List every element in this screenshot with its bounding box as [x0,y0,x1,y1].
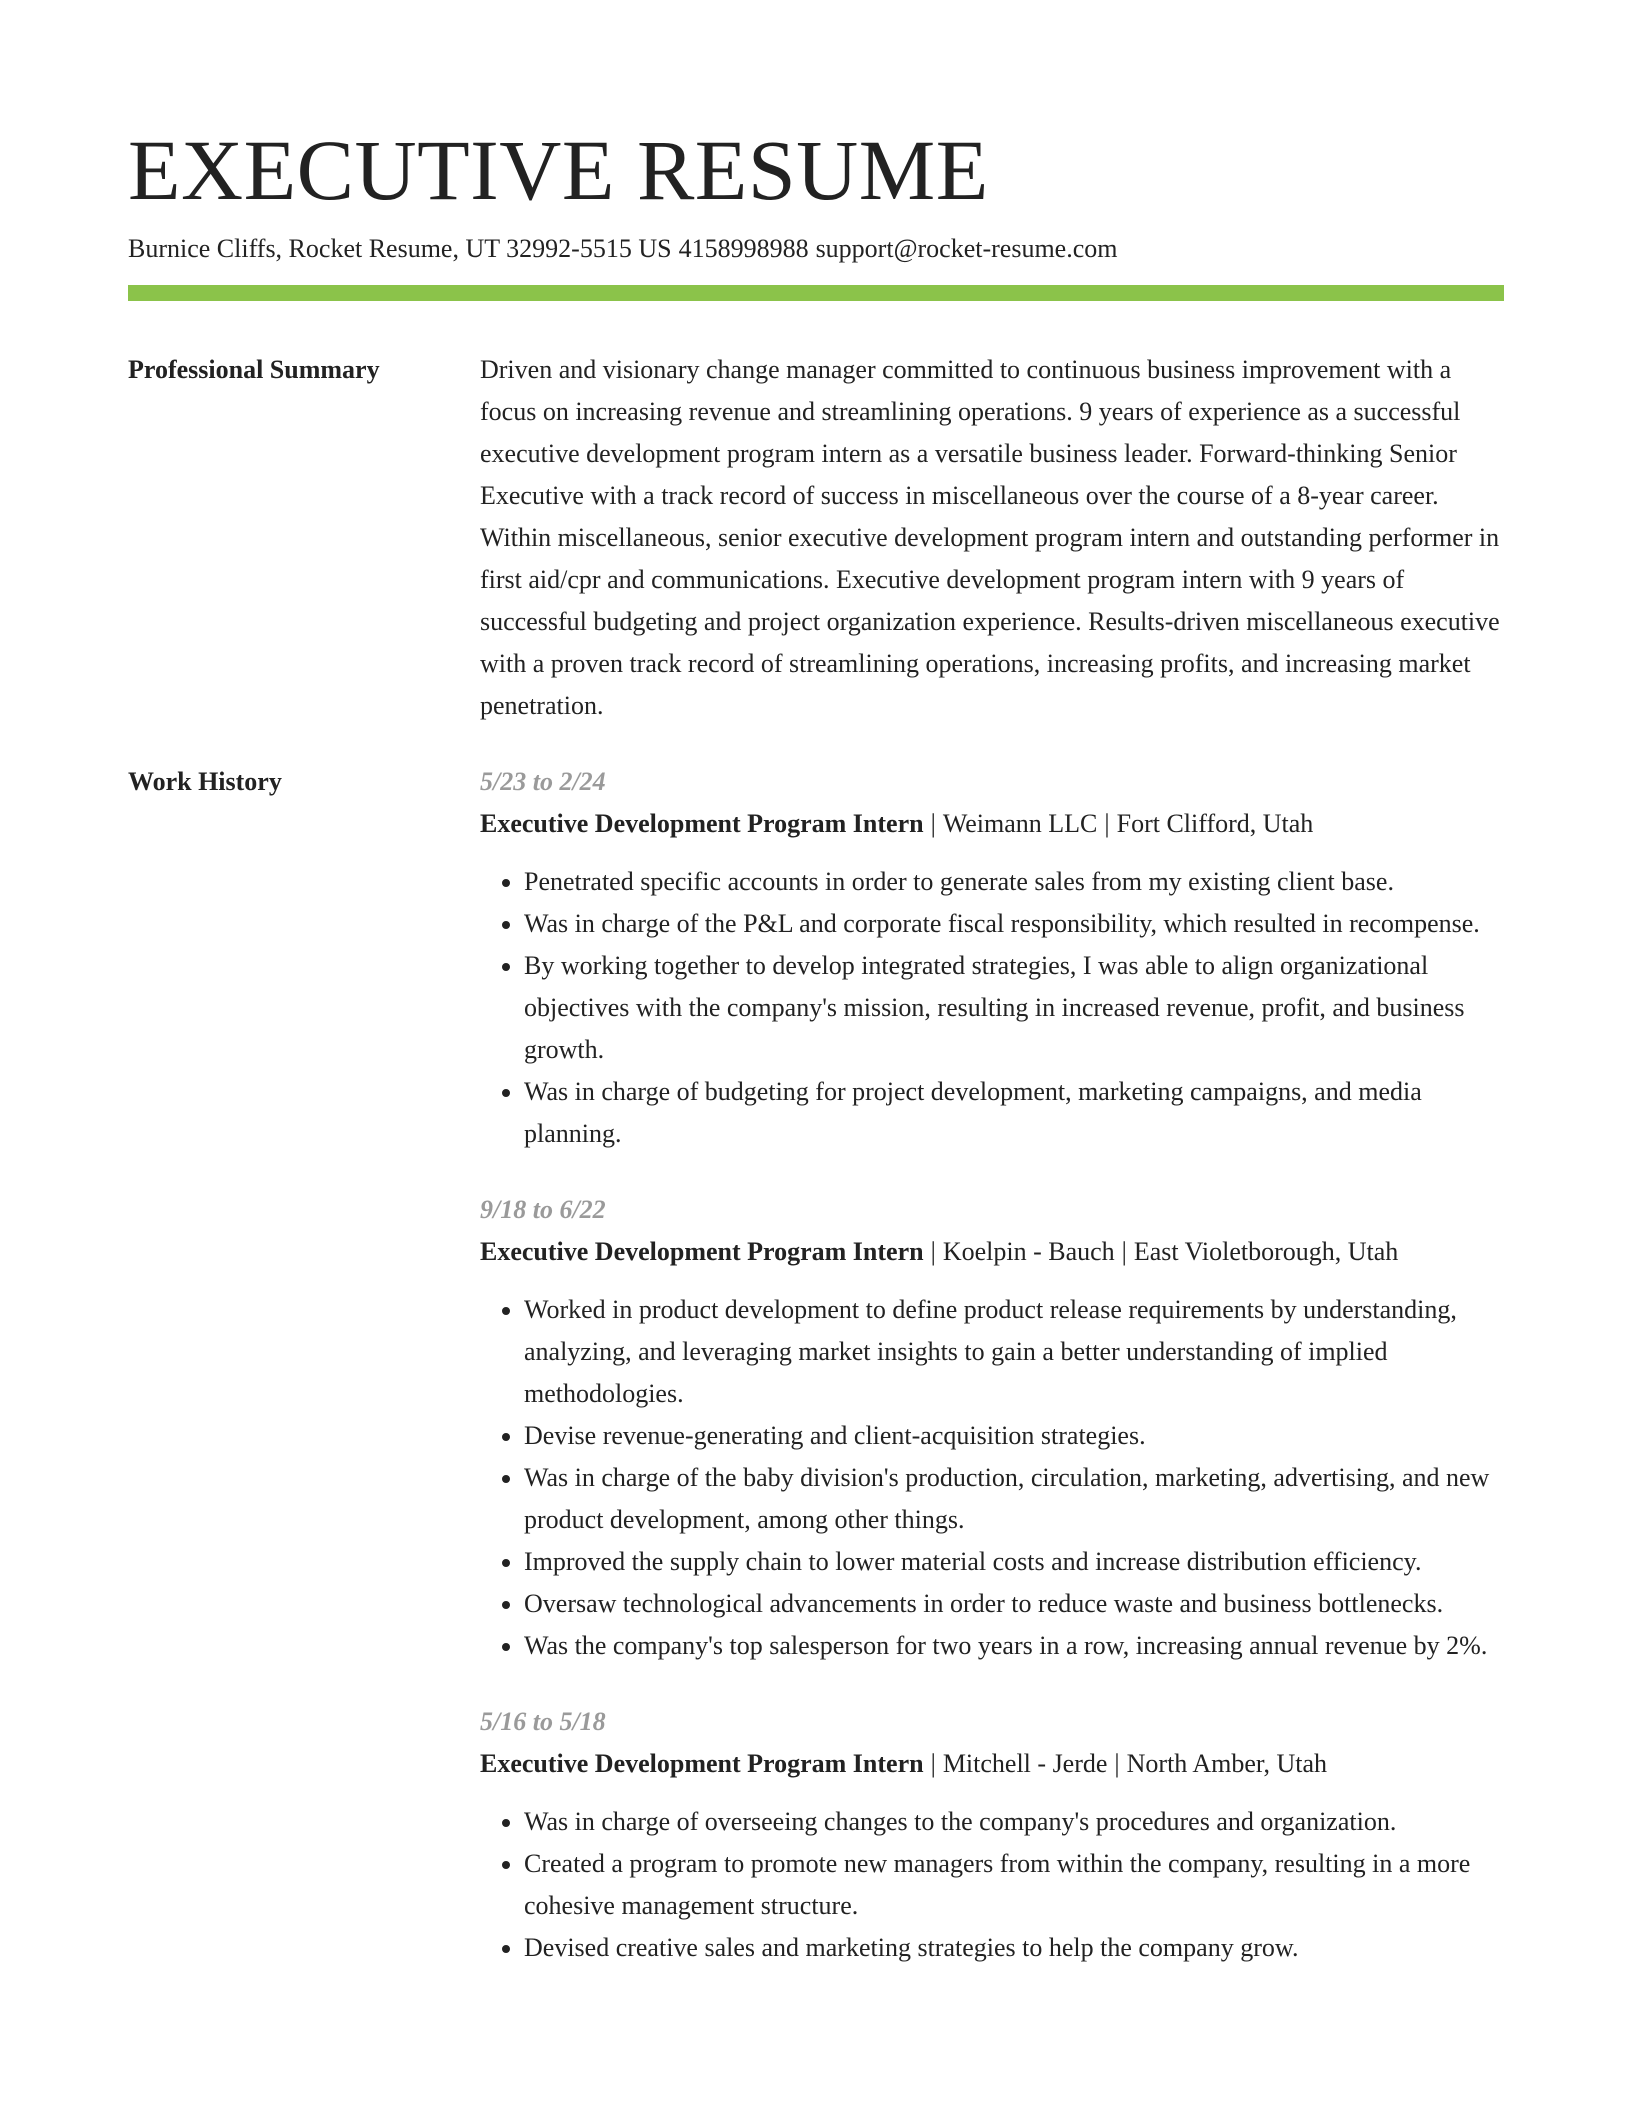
job-bullet: • Oversaw technological advancements in order to reduce waste and business bottlenecks. [524,1583,1504,1625]
resume-title: EXECUTIVE RESUME [128,122,989,218]
job-bullet: • Was in charge of the P&L and corporate fiscal responsibility, which resulted in recompense. [524,903,1504,945]
contact-phone: 4158998988 [678,234,809,263]
contact-line [128,229,1124,269]
job-bullet: • Was in charge of overseeing changes to the company's procedures and organization. [524,1801,1504,1843]
job-bullet: • Improved the supply chain to lower material costs and increase distribution efficiency. [524,1541,1504,1583]
header-divider [128,285,1504,301]
job-separator: | [1114,1749,1120,1778]
job-title: Executive Development Program Intern [480,1237,924,1266]
job-location: North Amber, Utah [1126,1749,1328,1778]
job-bullet: • Devise revenue-generating and client-acquisition strategies. [524,1415,1504,1457]
job-heading [480,803,1504,845]
job-bullet: • Worked in product development to define product release requirements by understanding, analyzing, and leveraging market insights to gain a better understanding of implied methodologies. [524,1289,1504,1415]
job-dates: 5/16 to 5/18 [480,1707,606,1736]
summary-text: Driven and visionary change manager committed to continuous business improvement with a focus on increasing revenue and streamlining operations. 9 years of experience as a successful executive development program intern as a versatile business leader. Forward-thinking Senior Executive with a track record of success in miscellaneous over the course of a 8-year career. Within miscellaneous, senior executive development program intern and outstanding performer in first aid/cpr and communications. Executive development program intern with 9 years of successful budgeting and project organization experience. Results-driven miscellaneous executive with a proven track record of streamlining operations, increasing profits, and increasing market penetration. [480,355,1500,720]
contact-email: support@rocket-resume.com [815,234,1118,263]
job-separator: | [1104,809,1110,838]
contact-address: Burnice Cliffs, Rocket Resume, UT 32992-5515 US [128,234,672,263]
job-bullet: • Was in charge of the baby division's production, circulation, marketing, advertising, and new product development, among other things. [524,1457,1504,1541]
job-bullet: • Was in charge of budgeting for project development, marketing campaigns, and media planning. [524,1071,1504,1155]
job-separator: | [930,1237,936,1266]
job-title: Executive Development Program Intern [480,809,924,838]
job-bullet: • By working together to develop integrated strategies, I was able to align organizational objectives with the company's mission, resulting in increased revenue, profit, and business growth. [524,945,1504,1071]
job-bullets [480,861,1504,1155]
job-separator: | [930,809,936,838]
job-entry [480,1189,1504,1667]
job-entry [480,761,1504,1155]
job-location: Fort Clifford, Utah [1116,809,1314,838]
job-heading [480,1231,1504,1273]
job-title: Executive Development Program Intern [480,1749,924,1778]
job-company: Mitchell - Jerde [942,1749,1108,1778]
job-bullet: • Created a program to promote new managers from within the company, resulting in a more cohesive management structure. [524,1843,1504,1927]
job-location: East Violetborough, Utah [1133,1237,1399,1266]
work-history-heading: Work History [128,767,282,796]
job-dates: 9/18 to 6/22 [480,1195,606,1224]
job-heading [480,1743,1504,1785]
job-bullets [480,1289,1504,1667]
work-history-body [480,761,1504,2003]
job-bullet: • Was the company's top salesperson for two years in a row, increasing annual revenue by 2%. [524,1625,1504,1667]
job-company: Koelpin - Bauch [942,1237,1115,1266]
job-bullet: • Devised creative sales and marketing strategies to help the company grow. [524,1927,1504,1969]
summary-body [480,349,1504,727]
job-bullets [480,1801,1504,1969]
summary-heading: Professional Summary [128,355,380,384]
job-separator: | [930,1749,936,1778]
job-dates: 5/23 to 2/24 [480,767,606,796]
job-company: Weimann LLC [942,809,1098,838]
job-entry [480,1701,1504,1969]
job-bullet: • Penetrated specific accounts in order to generate sales from my existing client base. [524,861,1504,903]
job-separator: | [1121,1237,1127,1266]
